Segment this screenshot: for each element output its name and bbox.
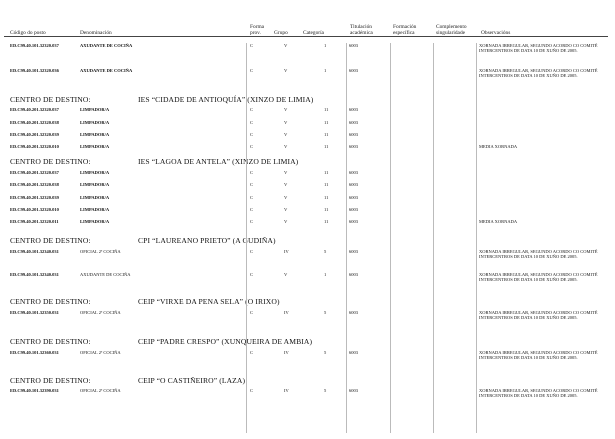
cell-titulacion: 6003 — [349, 195, 358, 200]
table-row — [0, 107, 615, 121]
cell-grupo: V — [284, 182, 288, 187]
cell-observacions: XORNADA IRREGULAR, SEGUNDO ACORDO CO COMITÉ INTERCENTROS DE DATA 10 DE XUÑO DE 2005. — [479, 388, 598, 398]
cell-codigo: ED.C99.40.201.32320.037 — [10, 170, 59, 175]
cell-codigo: ED.C99.40.201.32320.010 — [10, 207, 59, 212]
cell-forma: C — [250, 219, 254, 224]
cell-categoria: 11 — [324, 207, 329, 212]
cell-forma: C — [250, 107, 254, 112]
header-academica: académica — [350, 30, 373, 36]
cell-forma: C — [250, 132, 254, 137]
cell-titulacion: 6003 — [349, 43, 358, 48]
cell-denominacion: OFICIAL 2ª COCIÑA — [80, 350, 121, 355]
cell-titulacion: 6003 — [349, 144, 358, 149]
cell-forma: C — [250, 182, 254, 187]
table-row — [0, 350, 615, 364]
cell-denominacion: LIMPADOR/A — [80, 182, 110, 187]
cell-observacions: XORNADA IRREGULAR, SEGUNDO ACORDO CO COMITÉ INTERCENTROS DE DATA 10 DE XUÑO DE 2005. — [479, 272, 598, 282]
section-name: CPI “LAUREANO PRIETO” (A GUDIÑA) — [138, 236, 276, 245]
section-name: CEIP “VIRXE DA PENA SELA” (O IRIXO) — [138, 297, 280, 306]
cell-forma: C — [250, 249, 254, 254]
cell-grupo: IV — [284, 350, 289, 355]
column-divider — [346, 43, 347, 433]
cell-codigo: ED.C99.40.201.32320.039 — [10, 195, 59, 200]
cell-observacions: MEDIA XORNADA — [479, 144, 518, 149]
cell-titulacion: 6003 — [349, 272, 358, 277]
table-row — [0, 182, 615, 196]
section-heading — [10, 337, 610, 347]
column-divider — [246, 43, 247, 433]
cell-categoria: 1 — [324, 272, 327, 277]
section-label: CENTRO DE DESTINO: — [10, 337, 91, 346]
column-divider — [476, 43, 477, 433]
cell-observacions: XORNADA IRREGULAR, SEGUNDO ACORDO CO COMITÉ INTERCENTROS DE DATA 10 DE XUÑO DE 2005. — [479, 43, 598, 53]
section-label: CENTRO DE DESTINO: — [10, 297, 91, 306]
cell-forma: C — [250, 68, 254, 73]
header-prov: prov. — [250, 30, 261, 36]
cell-codigo: ED.C99.40.101.32350.031 — [10, 310, 59, 315]
cell-forma: C — [250, 43, 254, 48]
cell-titulacion: 6003 — [349, 107, 358, 112]
header-especifica: específica — [393, 30, 415, 36]
section-name: CEIP “O CASTIÑEIRO” (LAZA) — [138, 376, 246, 385]
cell-codigo: ED.C99.40.201.32320.038 — [10, 182, 59, 187]
cell-denominacion: LIMPADOR/A — [80, 195, 110, 200]
cell-observacions: XORNADA IRREGULAR, SEGUNDO ACORDO CO COMITÉ INTERCENTROS DE DATA 10 DE XUÑO DE 2005. — [479, 249, 598, 259]
cell-grupo: V — [284, 68, 288, 73]
cell-grupo: V — [284, 120, 288, 125]
cell-codigo: ED.C99.40.201.32320.011 — [10, 219, 59, 224]
cell-codigo: ED.C99.40.201.32320.039 — [10, 132, 59, 137]
cell-grupo: V — [284, 144, 288, 149]
cell-observacions: MEDIA XORNADA — [479, 219, 518, 224]
cell-codigo: ED.C99.40.101.32360.031 — [10, 350, 59, 355]
table-row — [0, 219, 615, 233]
cell-forma: C — [250, 272, 254, 277]
cell-grupo: V — [284, 219, 288, 224]
section-name: CEIP “PADRE CRESPO” (XUNQUEIRA DE AMBIA) — [138, 337, 313, 346]
cell-codigo: ED.C99.40.101.32340.031 — [10, 249, 59, 254]
cell-codigo: ED.C99.40.201.32320.038 — [10, 120, 59, 125]
cell-denominacion: OFICIAL 2ª COCIÑA — [80, 388, 121, 393]
table-row — [0, 388, 615, 402]
cell-codigo: ED.C99.40.101.32320.037 — [10, 43, 59, 48]
table-row — [0, 43, 615, 57]
header-grupo: Grupo — [274, 30, 288, 36]
cell-codigo: ED.C99.40.101.32390.031 — [10, 388, 59, 393]
cell-forma: C — [250, 195, 254, 200]
cell-titulacion: 6003 — [349, 388, 358, 393]
header-formacion: Formación — [393, 24, 417, 30]
cell-observacions: XORNADA IRREGULAR, SEGUNDO ACORDO CO COMITÉ INTERCENTROS DE DATA 10 DE XUÑO DE 2005. — [479, 350, 598, 360]
table-header — [0, 2, 615, 36]
section-label: CENTRO DE DESTINO: — [10, 376, 91, 385]
cell-forma: C — [250, 207, 254, 212]
cell-denominacion: LIMPADOR/A — [80, 144, 110, 149]
cell-forma: C — [250, 350, 254, 355]
header-denominacion: Denominación — [80, 30, 112, 36]
column-divider — [390, 43, 391, 433]
cell-grupo: V — [284, 207, 288, 212]
table-row — [0, 144, 615, 158]
cell-categoria: 5 — [324, 350, 327, 355]
header-rule — [4, 36, 608, 37]
section-heading — [10, 297, 610, 307]
column-divider — [433, 43, 434, 433]
header-codigo: Código do posto — [10, 30, 46, 36]
header-titulacion: Titulación — [350, 24, 372, 30]
cell-categoria: 11 — [324, 132, 329, 137]
cell-categoria: 1 — [324, 68, 327, 73]
cell-categoria: 11 — [324, 219, 329, 224]
header-singularidade: singularidade — [436, 30, 466, 36]
cell-grupo: V — [284, 107, 288, 112]
cell-titulacion: 6003 — [349, 310, 358, 315]
cell-grupo: IV — [284, 388, 289, 393]
cell-denominacion: AXUDANTE DE COCIÑA — [80, 272, 131, 277]
cell-categoria: 11 — [324, 170, 329, 175]
cell-denominacion: LIMPADOR/A — [80, 170, 110, 175]
cell-grupo: IV — [284, 310, 289, 315]
cell-categoria: 11 — [324, 182, 329, 187]
cell-categoria: 11 — [324, 195, 329, 200]
cell-grupo: V — [284, 195, 288, 200]
cell-observacions: XORNADA IRREGULAR, SEGUNDO ACORDO CO COMITÉ INTERCENTROS DE DATA 10 DE XUÑO DE 2005. — [479, 310, 598, 320]
cell-forma: C — [250, 120, 254, 125]
section-heading — [10, 95, 610, 105]
table-row — [0, 272, 615, 286]
table-row — [0, 310, 615, 324]
cell-forma: C — [250, 144, 254, 149]
cell-grupo: V — [284, 43, 288, 48]
section-heading — [10, 376, 610, 386]
cell-titulacion: 6003 — [349, 350, 358, 355]
cell-grupo: V — [284, 170, 288, 175]
cell-denominacion: LIMPADOR/A — [80, 107, 110, 112]
cell-denominacion: LIMPADOR/A — [80, 120, 110, 125]
cell-grupo: IV — [284, 249, 289, 254]
cell-denominacion: AXUDANTE DE COCIÑA — [80, 68, 133, 73]
header-complemento: Complemento — [436, 24, 467, 30]
section-heading — [10, 157, 610, 167]
cell-titulacion: 6003 — [349, 249, 358, 254]
cell-titulacion: 6003 — [349, 68, 358, 73]
table-row — [0, 68, 615, 82]
cell-codigo: ED.C99.40.101.32340.031 — [10, 272, 59, 277]
cell-categoria: 5 — [324, 249, 327, 254]
cell-forma: C — [250, 388, 254, 393]
cell-forma: C — [250, 170, 254, 175]
cell-categoria: 1 — [324, 43, 327, 48]
cell-titulacion: 6003 — [349, 207, 358, 212]
cell-grupo: V — [284, 272, 288, 277]
table-row — [0, 249, 615, 263]
section-name: IES “LAGOA DE ANTELA” (XINZO DE LIMIA) — [138, 157, 299, 166]
cell-categoria: 5 — [324, 310, 327, 315]
section-label: CENTRO DE DESTINO: — [10, 95, 91, 104]
section-name: IES “CIDADE DE ANTIOQUÍA” (XINZO DE LIMIA) — [138, 95, 314, 104]
section-label: CENTRO DE DESTINO: — [10, 236, 91, 245]
cell-forma: C — [250, 310, 254, 315]
cell-observacions: XORNADA IRREGULAR, SEGUNDO ACORDO CO COMITÉ INTERCENTROS DE DATA 10 DE XUÑO DE 2005. — [479, 68, 598, 78]
cell-categoria: 5 — [324, 388, 327, 393]
cell-grupo: V — [284, 132, 288, 137]
cell-denominacion: LIMPADOR/A — [80, 132, 110, 137]
cell-denominacion: OFICIAL 2ª COCIÑA — [80, 310, 121, 315]
cell-titulacion: 6003 — [349, 132, 358, 137]
cell-titulacion: 6003 — [349, 170, 358, 175]
cell-codigo: ED.C99.40.101.32320.036 — [10, 68, 59, 73]
cell-titulacion: 6003 — [349, 120, 358, 125]
cell-denominacion: LIMPADOR/A — [80, 207, 110, 212]
cell-denominacion: LIMPADOR/A — [80, 219, 110, 224]
cell-titulacion: 6003 — [349, 219, 358, 224]
section-heading — [10, 236, 610, 246]
header-categoria: Categoría — [303, 30, 324, 36]
cell-denominacion: AXUDANTE DE COCIÑA — [80, 43, 133, 48]
section-label: CENTRO DE DESTINO: — [10, 157, 91, 166]
cell-categoria: 11 — [324, 107, 329, 112]
cell-codigo: ED.C99.40.201.32320.010 — [10, 144, 59, 149]
header-observacions: Observacións — [481, 30, 511, 36]
cell-categoria: 11 — [324, 120, 329, 125]
cell-categoria: 11 — [324, 144, 329, 149]
cell-denominacion: OFICIAL 2ª COCIÑA — [80, 249, 121, 254]
cell-titulacion: 6003 — [349, 182, 358, 187]
header-forma: Forma — [250, 24, 265, 30]
cell-codigo: ED.C99.40.201.32320.037 — [10, 107, 59, 112]
